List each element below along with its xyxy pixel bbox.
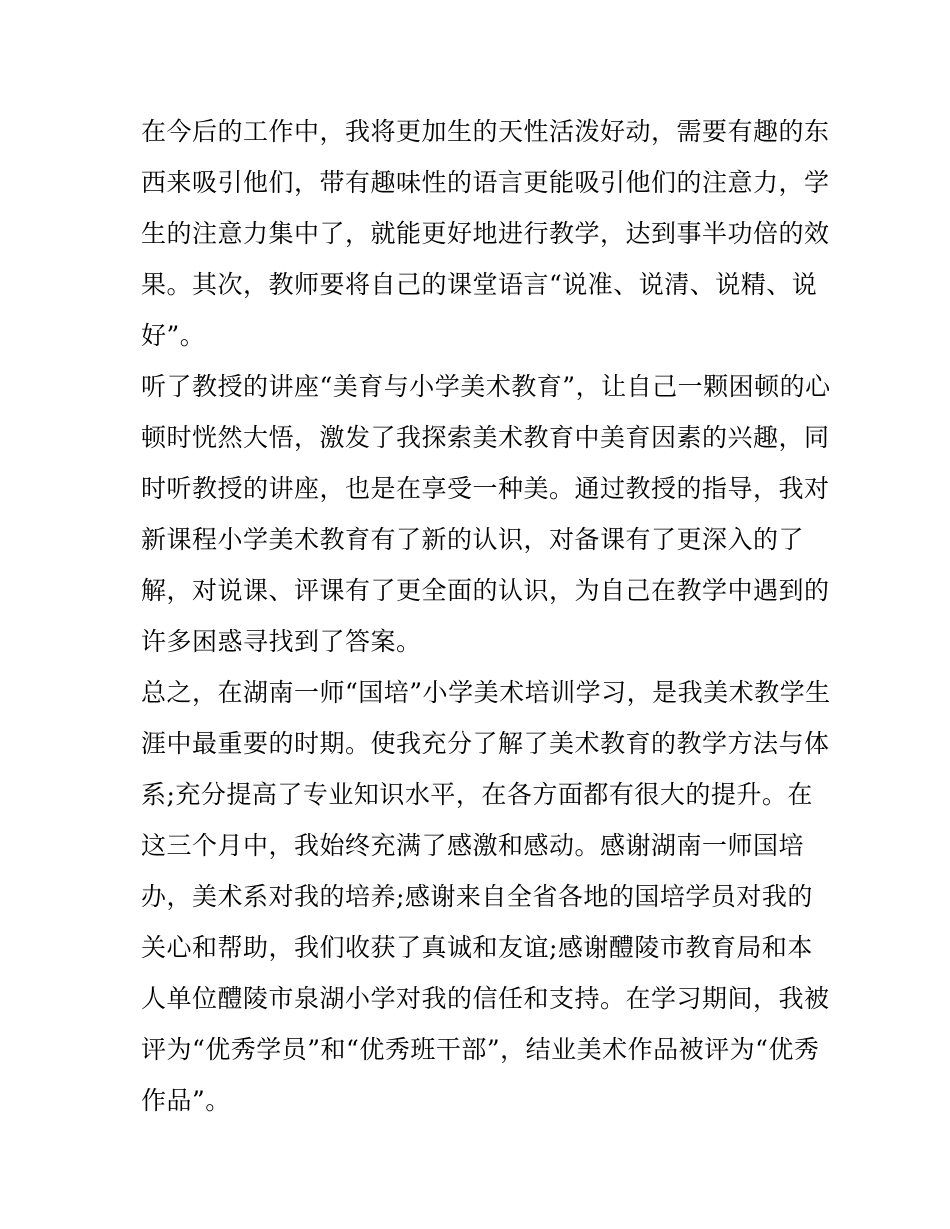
text-line: 在今后的工作中，我将更加生的天性活泼好动，需要有趣的东 — [141, 117, 830, 146]
document-body — [141, 106, 831, 1126]
text-line: 评为“优秀学员”和“优秀班干部”，结业美术作品被评为“优秀 — [141, 1035, 820, 1064]
text-line: 果。其次，教师要将自己的课堂语言“说准、说清、说精、说 — [141, 270, 818, 299]
text-line: 作品”。 — [141, 1086, 231, 1115]
text-line: 顿时恍然大悟，激发了我探索美术教育中美育因素的兴趣，同 — [141, 423, 830, 452]
text-line: 西来吸引他们，带有趣味性的语言更能吸引他们的注意力，学 — [141, 168, 830, 197]
paragraph-2 — [141, 361, 831, 667]
text-line: 总之，在湖南一师“国培”小学美术培训学习，是我美术教学生 — [141, 678, 831, 707]
text-line: 许多困惑寻找到了答案。 — [141, 627, 422, 656]
text-line: 听了教授的讲座“美育与小学美术教育”，让自己一颗困顿的心 — [141, 372, 831, 401]
text-line: 人单位醴陵市泉湖小学对我的信任和支持。在学习期间，我被 — [141, 984, 830, 1013]
text-line: 好”。 — [141, 321, 206, 350]
text-line: 生的注意力集中了，就能更好地进行教学，达到事半功倍的效 — [141, 219, 830, 248]
paragraph-1 — [141, 106, 830, 361]
paragraph-3 — [141, 667, 831, 1126]
text-line: 这三个月中，我始终充满了感激和感动。感谢湖南一师国培 — [141, 831, 805, 860]
text-line: 时听教授的讲座，也是在享受一种美。通过教授的指导，我对 — [141, 474, 830, 503]
text-line: 关心和帮助，我们收获了真诚和友谊;感谢醴陵市教育局和本 — [141, 933, 813, 962]
text-line: 系;充分提高了专业知识水平，在各方面都有很大的提升。在 — [141, 780, 813, 809]
text-line: 新课程小学美术教育有了新的认识，对备课有了更深入的了 — [141, 525, 805, 554]
text-line: 办，美术系对我的培养;感谢来自全省各地的国培学员对我的 — [141, 882, 813, 911]
text-line: 涯中最重要的时期。使我充分了解了美术教育的教学方法与体 — [141, 729, 830, 758]
text-line: 解，对说课、评课有了更全面的认识，为自己在教学中遇到的 — [141, 576, 830, 605]
